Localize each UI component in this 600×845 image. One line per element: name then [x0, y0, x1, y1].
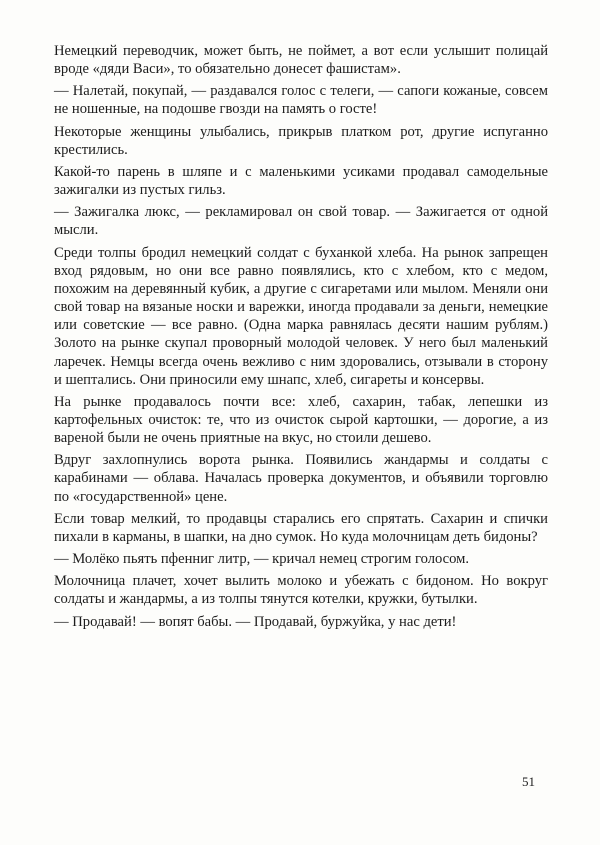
paragraph-8: Вдруг захлопнулись ворота рынка. Появились жандармы и солдаты с карабинами — облава. Началась проверка документов, и объявили торговлю по «государственной» цене.: [54, 452, 548, 505]
paragraph-5: — Зажигалка люкс, — рекламировал он свой товар. — Зажигается от одной мысли.: [54, 204, 548, 239]
paragraph-7: На рынке продавалось почти все: хлеб, сахарин, табак, лепешки из картофельных очисток: те, что из очисток сырой картошки, — дорогие, а из вареной были не очень приятные на вкус, но стоили дешево.: [54, 393, 548, 447]
page-number: 51: [522, 774, 535, 789]
paragraph-10: — Молёко пьять пфенниг литр, — кричал немец строгим голосом.: [54, 551, 470, 568]
paragraph-6: Среди толпы бродил немецкий солдат с буханкой хлеба. На рынок запрещен вход рядовым, но они все равно появлялись, кто с хлебом, кто с медом, похожим на деревянный кубик, а другие с сигаретами или мылом. Меняли они свой товар на вязаные носки и варежки, иногда продавали за деньги, немецкие или советские — все равно. (Одна марка равнялась десяти нашим рублям.) Золото на рынке скупал проворный молодой человек. У него был маленький ларечек. Немцы всегда очень вежливо с ним здоровались, отзывали в сторону и шептались. Они приносили ему шнапс, хлеб, сигареты и консервы.: [54, 244, 548, 388]
paragraph-3: Некоторые женщины улыбались, прикрыв платком рот, другие испуганно крестились.: [54, 123, 548, 158]
paragraph-11: Молочница плачет, хочет вылить молоко и убежать с бидоном. Но вокруг солдаты и жандармы, а из толпы тянутся котелки, кружки, бутылки.: [54, 573, 548, 608]
paragraph-4: Какой-то парень в шляпе и с маленькими усиками продавал самодельные зажигалки из пустых гильз.: [54, 163, 548, 199]
body-text: [54, 42, 548, 631]
paragraph-12: — Продавай! — вопят бабы. — Продавай, буржуйка, у нас дети!: [54, 613, 457, 630]
paragraph-2: — Налетай, покупай, — раздавался голос с телеги, — сапоги кожаные, совсем не ношенные, на подошве гвозди на память о госте!: [54, 83, 548, 118]
paragraph-1: Немецкий переводчик, может быть, не поймет, а вот если услышит полицай вроде «дяди Васи», то обязательно донесет фашистам».: [54, 43, 548, 78]
paragraph-9: Если товар мелкий, то продавцы старались его спрятать. Сахарин и спички пихали в карманы, в шапки, на дно сумок. Но куда молочницам деть бидоны?: [54, 510, 548, 545]
